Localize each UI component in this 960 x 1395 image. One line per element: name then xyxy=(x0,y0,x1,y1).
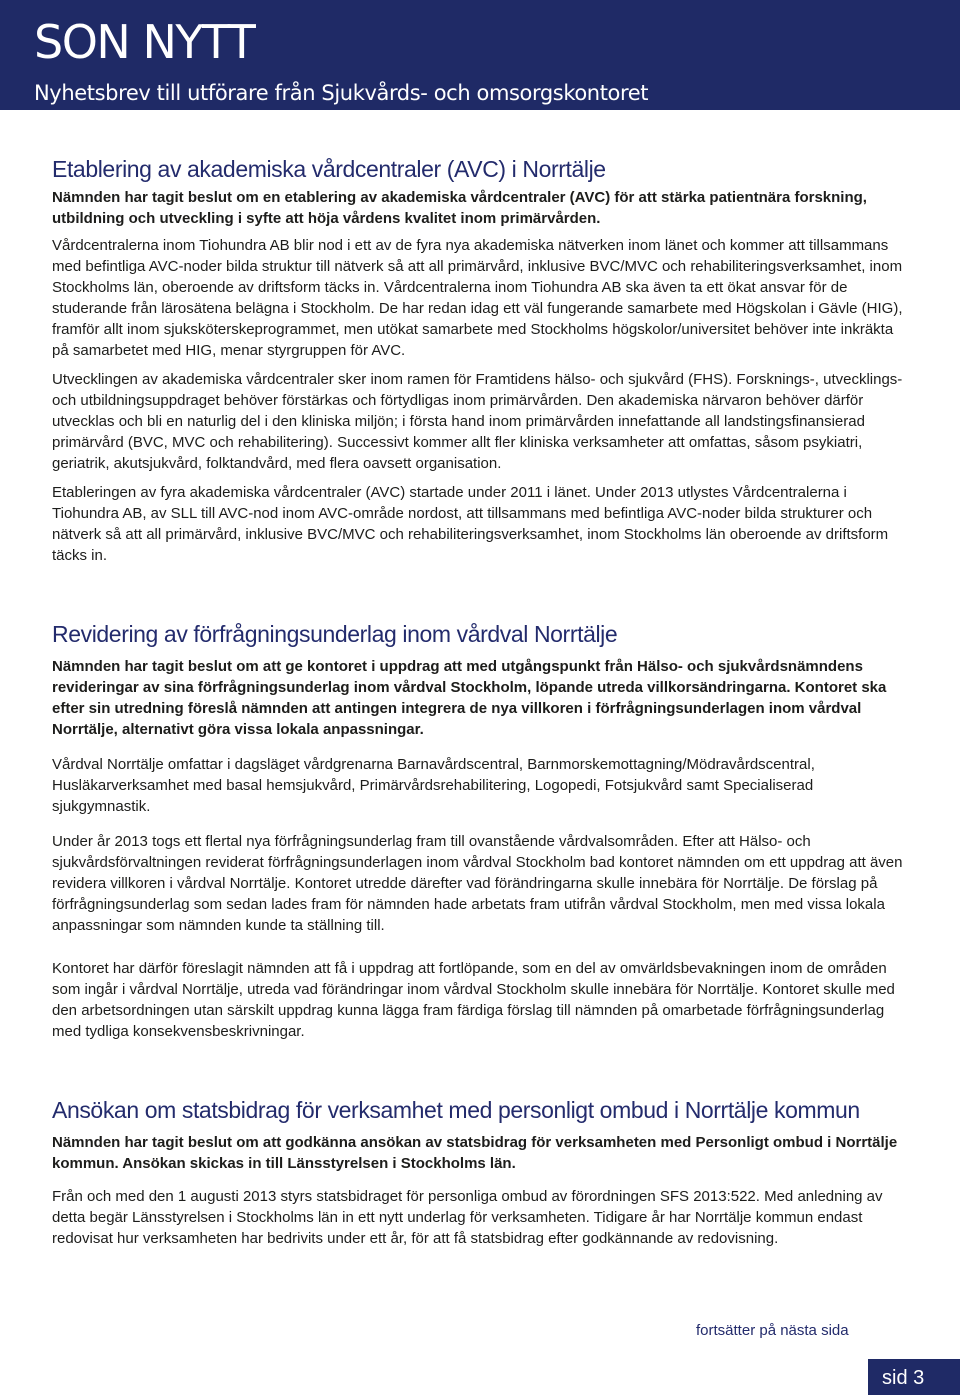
article-title: Ansökan om statsbidrag för verksamhet med personligt ombud i Norrtälje kommun xyxy=(52,1097,860,1123)
newsletter-title: SON NYTT xyxy=(34,15,255,69)
article-statsbidrag xyxy=(52,1094,912,1249)
article-paragraph: Från och med den 1 augusti 2013 styrs statsbidraget för personliga ombud av förordningen SFS 2013:522. Med anledning av detta begär Länsstyrelsen i Stockholms län in ett nytt underlag för verksamheten. Tidigare år har Norrtälje kommun endast redovisat hur verksamheten har bedrivits under ett år, för att få statsbidrag efter godkännande av redovisning. xyxy=(52,1188,883,1247)
article-title: Etablering av akademiska vårdcentraler (AVC) i Norrtälje xyxy=(52,156,606,182)
article-avc xyxy=(52,153,912,566)
article-paragraph: Vårdcentralerna inom Tiohundra AB blir nod i ett av de fyra nya akademiska nätverken inom länet och kommer att tillsammans med befintliga AVC-noder bilda struktur till nätverk så att all primärvård, inklusive BVC/MVC och rehabiliteringsverksamhet, inom Stockholms län, oberoende av driftsform täcks in. Vårdcentralerna inom Tiohundra AB ska även ta ett ökat ansvar för de studerande från lärosätena belägna i Stockholm. De har redan idag ett väl fungerande samarbete med Högskolan i Gävle (HIG), framför allt inom sjuksköterskeprogrammet, men utökat samarbete med Stockholms högskolor/universitet behöver inte inkräkta på samarbetet med HIG, menar styrgruppen för AVC. xyxy=(52,237,903,359)
article-lead: Nämnden har tagit beslut om att ge kontoret i uppdrag att med utgångspunkt från Hälso- och sjukvårdsnämndens revideringar av sina förfrågningsunderlag inom vårdval Stockholm, löpande utreda villkorsändringarna. Kontoret ska efter sin utredning föreslå nämnden att antingen integrera de nya villkoren i förfrågningsunderlagen inom vårdval Norrtälje, alternativt göra vissa lokala anpassningar. xyxy=(52,658,887,738)
article-revidering xyxy=(52,618,912,1042)
article-paragraph: Etableringen av fyra akademiska vårdcentraler (AVC) startade under 2011 i länet. Under 2013 utlystes Vårdcentralerna i Tiohundra AB, av SLL till AVC-nod inom AVC-område nordost, att tillsammans med befintliga AVC-noder bilda strukturer och nätverk så att all primärvård, inklusive BVC/MVC och rehabiliteringsverksamhet, inom Stockholms län oberoende av driftsform täcks in. xyxy=(52,484,889,564)
article-paragraph: Under år 2013 togs ett flertal nya förfrågningsunderlag fram till ovanstående vårdvalsområden. Efter att Hälso- och sjukvårdsförvaltningen reviderat förfrågningsunderlagen inom vårdval Stockholm bad kontoret nämnden om ett uppdrag att även revidera villkoren i vårdval Norrtälje. Kontoret utredde därefter vad förändringarna skulle innebära för Norrtälje. De förslag på förfrågningsunderlag som sedan lades fram för nämnden hade arbetats fram utifrån vårdval Stockholm, men med vissa lokala anpassningar som nämnden kunde ta ställning till. xyxy=(52,833,903,934)
page-number: sid 3 xyxy=(882,1367,925,1389)
article-paragraph: Vårdval Norrtälje omfattar i dagsläget vårdgrenarna Barnavårdscentral, Barnmorskemottagning/Mödravårdscentral, Husläkarverksamhet med basal hemsjukvård, Primärvårdsrehabilitering, Logopedi, Fotsjukvård samt Specialiserad sjukgymnastik. xyxy=(52,756,815,815)
masthead xyxy=(0,0,960,110)
article-title: Revidering av förfrågningsunderlag inom vårdval Norrtälje xyxy=(52,621,618,647)
article-lead: Nämnden har tagit beslut om en etablering av akademiska vårdcentraler (AVC) för att stärka patientnära forskning, utbildning och utveckling i syfte att höja vårdens kvalitet inom primärvården. xyxy=(52,189,867,227)
newsletter-subtitle: Nyhetsbrev till utförare från Sjukvårds- och omsorgskontoret xyxy=(34,81,649,105)
page-number-tab xyxy=(868,1359,960,1395)
article-content xyxy=(52,153,912,1249)
article-paragraph: Kontoret har därför föreslagit nämnden att få i uppdrag att fortlöpande, som en del av omvärldsbevakningen inom de områden som ingår i vårdval Norrtälje, utreda vad förändringar inom vårdval Stockholm skulle innebära för Norrtälje. Kontoret skulle med den arbetsordningen utan särskilt uppdrag kunna lägga fram färdiga förslag till nämnden på omarbetade förfrågningsunderlag med tydliga konsekvensbeskrivningar. xyxy=(52,960,895,1040)
article-paragraph: Utvecklingen av akademiska vårdcentraler sker inom ramen för Framtidens hälso- och sjukvård (FHS). Forsknings-, utvecklings- och utbildningsuppdraget behöver förstärkas och förtydligas inom primärvården. Den akademiska närvaron behöver därför utvecklas och bli en naturlig del i den kliniska miljön; i första hand inom primärvården innefattande all landstingsfinansierad primärvård (BVC, MVC och rehabilitering). Successivt kommer allt fler kliniska verksamheter att omfattas, såsom psykiatri, geriatrik, akutsjukvård, folktandvård, med flera oavsett organisation. xyxy=(52,371,903,472)
article-lead: Nämnden har tagit beslut om att godkänna ansökan av statsbidrag för verksamheten med Personligt ombud i Norrtälje kommun. Ansökan skickas in till Länsstyrelsen i Stockholms län. xyxy=(52,1134,898,1172)
continues-next-page: fortsätter på nästa sida xyxy=(696,1322,849,1339)
